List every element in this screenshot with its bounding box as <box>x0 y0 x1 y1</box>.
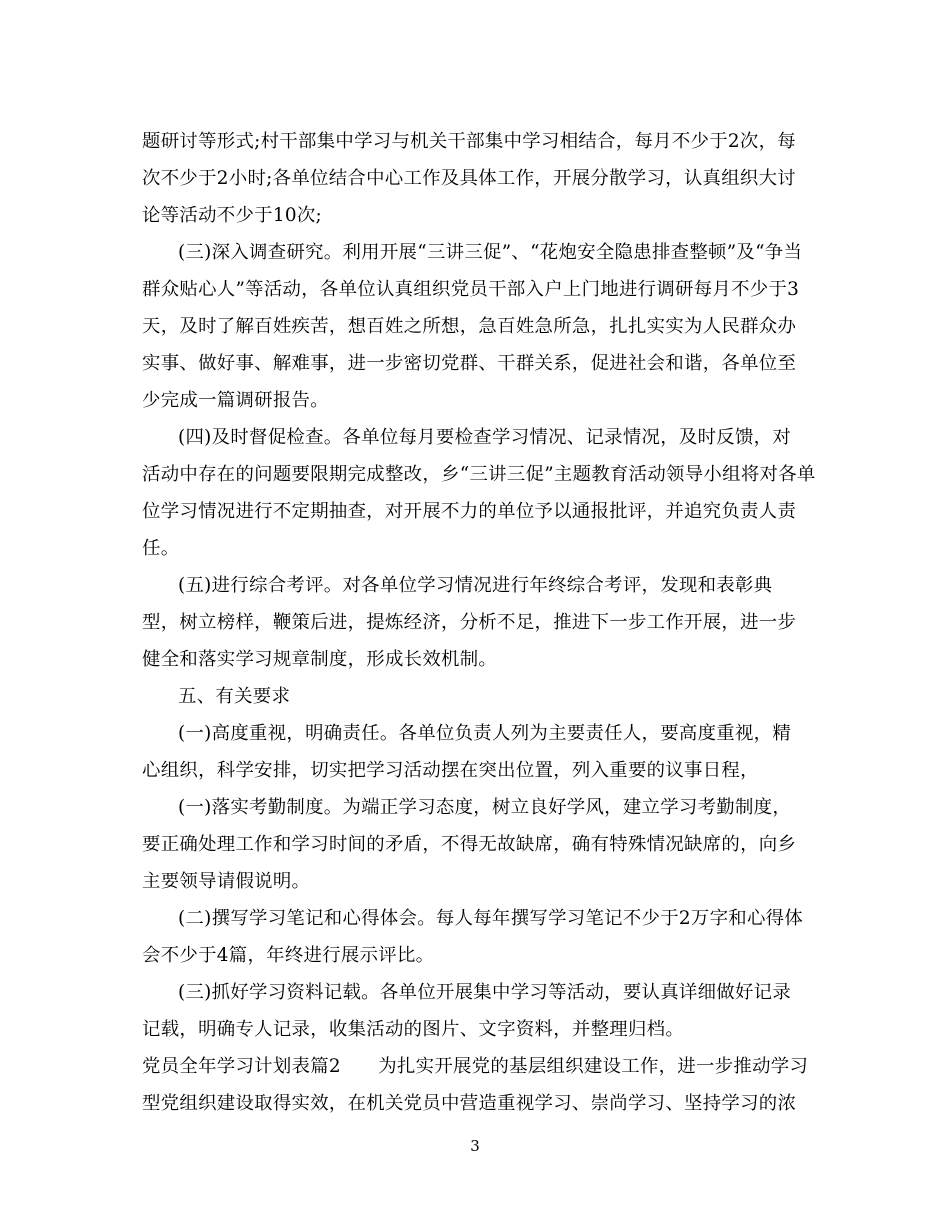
text-line: 主要领导请假说明。 <box>142 871 311 892</box>
paragraph-heading-line: (三)深入调查研究。利用开展“三讲三促”、“花炮安全隐患排查整顿”及“争当 <box>178 242 803 263</box>
paragraph-heading-line: (三)抓好学习资料记载。各单位开展集中学习等活动，要认真详细做好记录 <box>178 982 792 1003</box>
text-line: 少完成一篇调研报告。 <box>142 390 329 411</box>
text-line: 型党组织建设取得实效，在机关党员中营造重视学习、崇尚学习、坚持学习的浓 <box>142 1093 797 1114</box>
text-line: 记载，明确专人记录，收集活动的图片、文字资料，并整理归档。 <box>142 1019 685 1040</box>
paragraph-heading-line: (五)进行综合考评。对各单位学习情况进行年终综合考评，发现和表彰典 <box>178 575 773 596</box>
text-line: 要正确处理工作和学习时间的矛盾，不得无故缺席，确有特殊情况缺席的，向乡 <box>142 834 797 855</box>
document-title-line: 党员全年学习计划表篇2 为扎实开展党的基层组织建设工作，进一步推动学习 <box>142 1056 809 1077</box>
text-line: 位学习情况进行不定期抽查，对开展不力的单位予以通报批评，并追究负责人责 <box>142 501 797 522</box>
page-number: 3 <box>470 1137 480 1155</box>
text-line: 心组织，科学安排，切实把学习活动摆在突出位置，列入重要的议事日程， <box>142 760 759 781</box>
text-line: 次不少于2小时;各单位结合中心工作及具体工作，开展分散学习，认真组织大讨 <box>142 168 796 189</box>
text-line: 群众贴心人”等活动，各单位认真组织党员干部入户上门地进行调研每月不少于3 <box>142 279 800 300</box>
paragraph-heading-line: (一)落实考勤制度。为端正学习态度，树立良好学风，建立学习考勤制度， <box>178 797 792 818</box>
text-line: 天，及时了解百姓疾苦，想百姓之所想，急百姓急所急，扎扎实实为人民群众办 <box>142 316 797 337</box>
text-line: 任。 <box>142 538 180 559</box>
paragraph-heading-line: (四)及时督促检查。各单位每月要检查学习情况、记录情况，及时反馈，对 <box>178 427 792 448</box>
text-line: 健全和落实学习规章制度，形成长效机制。 <box>142 649 498 670</box>
text-line: 论等活动不少于10次; <box>142 205 323 226</box>
text-line: 活动中存在的问题要限期完成整改，乡“三讲三促”主题教育活动领导小组将对各单 <box>142 464 816 485</box>
paragraph-heading-line: (一)高度重视，明确责任。各单位负责人列为主要责任人，要高度重视，精 <box>178 723 792 744</box>
text-line: 题研讨等形式;村干部集中学习与机关干部集中学习相结合，每月不少于2次，每 <box>142 131 796 152</box>
text-line: 会不少于4篇，年终进行展示评比。 <box>142 945 435 966</box>
section-heading: 五、有关要求 <box>178 686 291 707</box>
text-line: 实事、做好事、解难事，进一步密切党群、干群关系，促进社会和谐，各单位至 <box>142 353 797 374</box>
paragraph-heading-line: (二)撰写学习笔记和心得体会。每人每年撰写学习笔记不少于2万字和心得体 <box>178 908 804 929</box>
text-line: 型，树立榜样，鞭策后进，提炼经济，分析不足，推进下一步工作开展，进一步 <box>142 612 797 633</box>
